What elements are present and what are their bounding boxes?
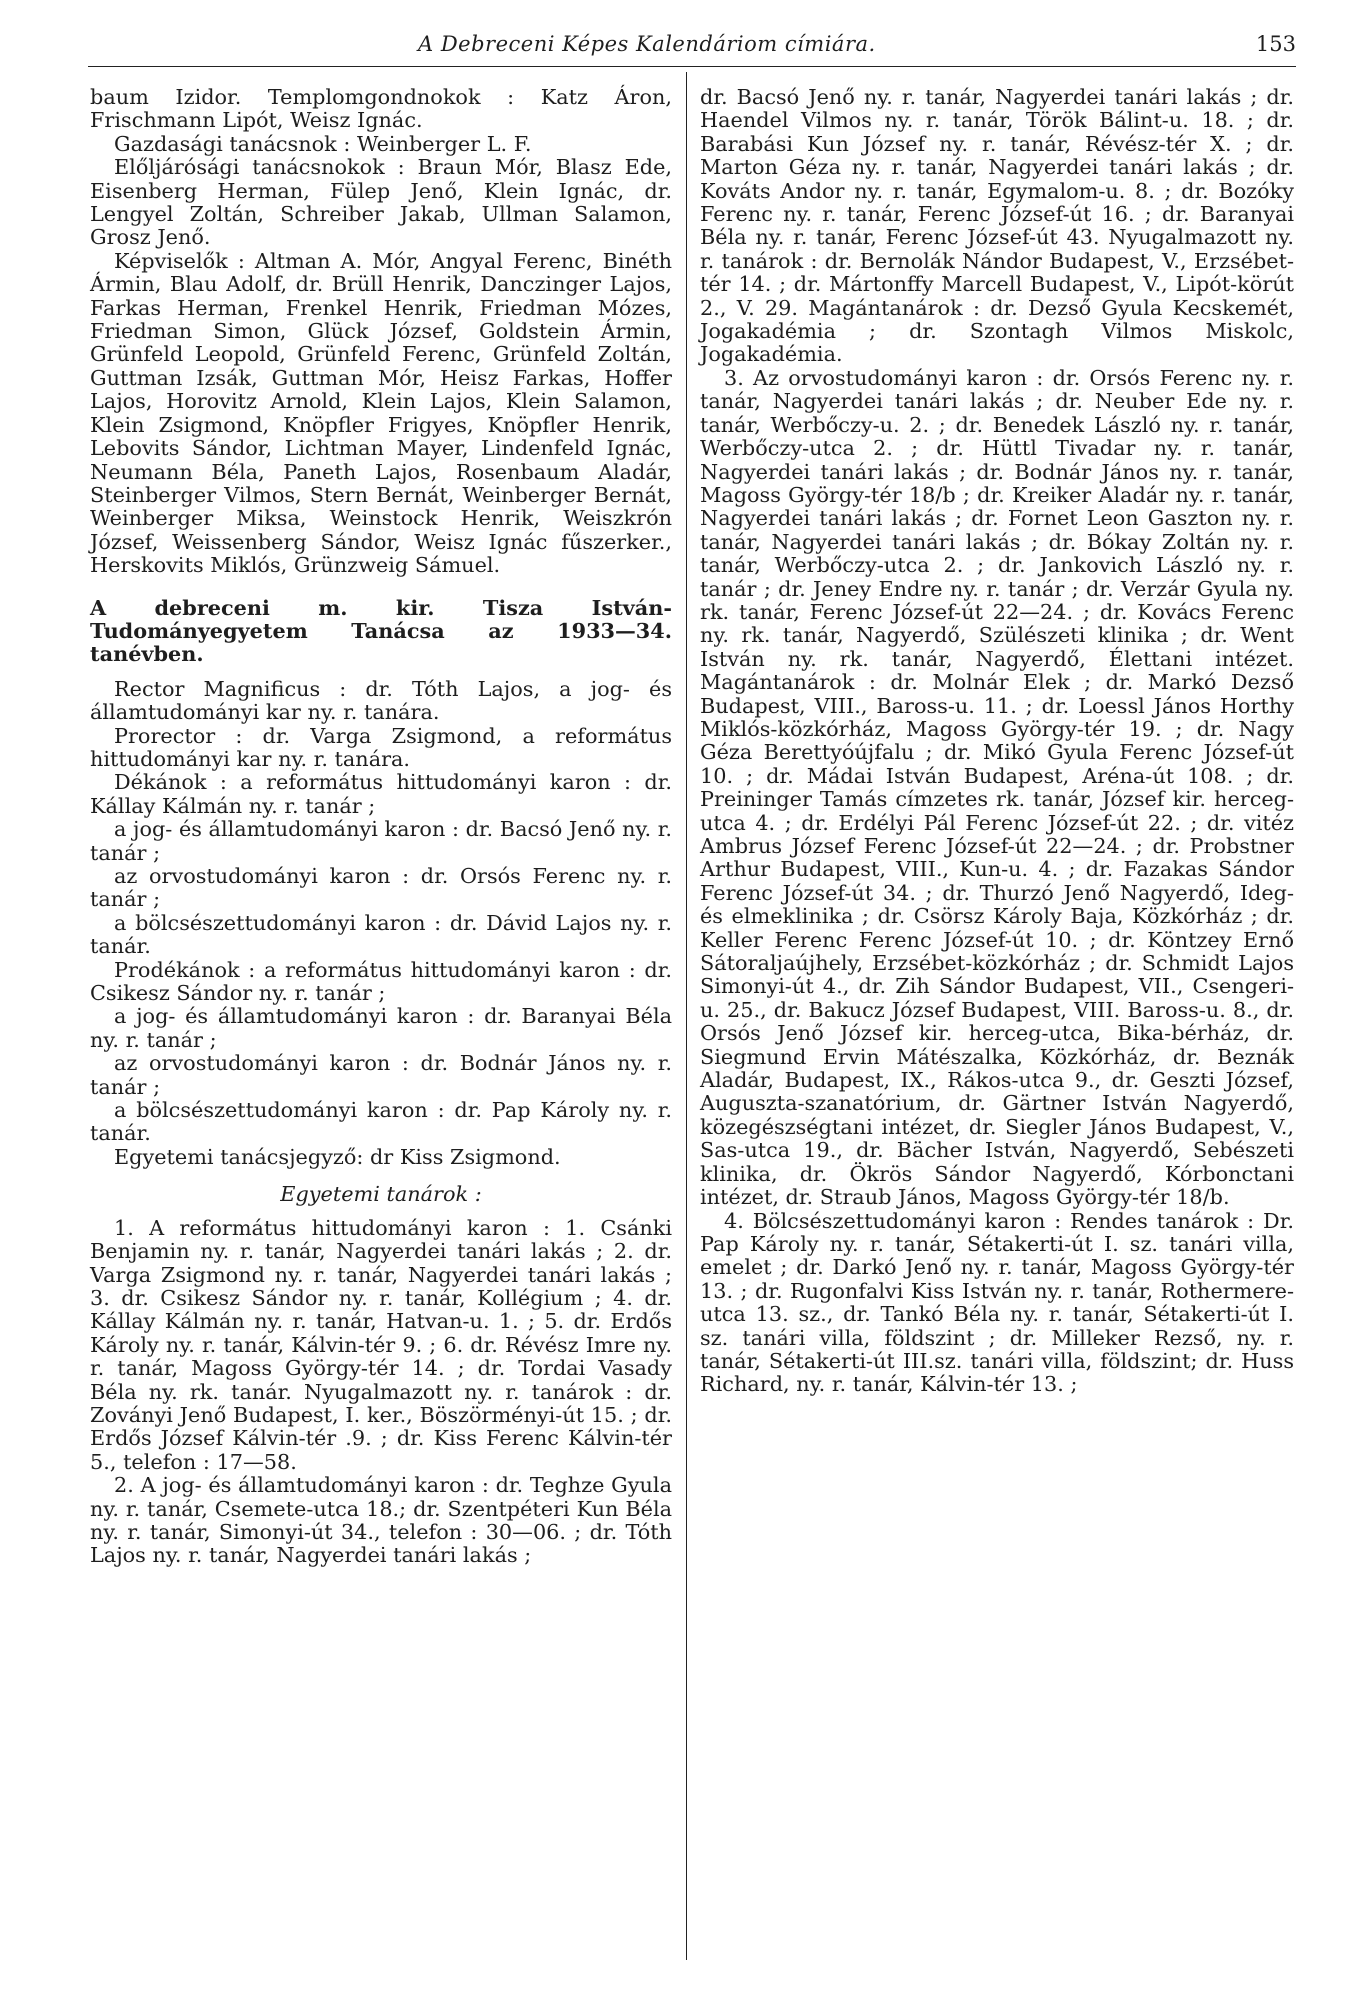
paragraph: dr. Bacsó Jenő ny. r. tanár, Nagyerdei tanári lakás ; dr. Haendel Vilmos ny. r. tanár, Török Bálint-u. 18. ; dr. Barabási Kun József ny. r. tanár, Révész-tér X. ; dr. Marton Géza ny. r. tanár, Nagyerdei tanári lakás ; dr. Kováts Andor ny. r. tanár, Egymalom-u. 8. ; dr. Bozóky Ferenc ny. r. tanár, Ferenc József-út 16. ; dr. Baranyai Béla ny. r. tanár, Ferenc József-út 43. Nyugalmazott ny. r. tanárok : dr. Bernolák Nándor Budapest, V., Erzsébet-tér 14. ; dr. Mártonffy Marcell Budapest, V., Lipót-körút 2., V. 29. Magántanárok : dr. Dezső Gyula Kecskemét, Jogakadémia ; dr. Szontagh Vilmos Miskolc, Jogakadémia. xyxy=(700,85,1294,367)
header-rule xyxy=(88,66,1296,67)
paragraph: Egyetemi tanácsjegyző: dr Kiss Zsigmond. xyxy=(114,1144,561,1169)
paragraph: 4. Bölcsészettudományi karon : Rendes tanárok : Dr. Pap Károly ny. r. tanár, Sétakerti-út I. sz. tanári villa, emelet ; dr. Darkó Jenő ny. r. tanár, Magoss György-tér 13. ; dr. Rugonfalvi Kiss István ny. r. tanár, Rothermere-utca 13. sz., dr. Tankó Béla ny. r. tanár, Sétakerti-út I. sz. tanári villa, földszint ; dr. Milleker Rezső, ny. r. tanár, Sétakerti-út III.sz. tanári villa, földszint; dr. Huss Richard, ny. r. tanár, Kálvin-tér 13. ; xyxy=(700,1208,1294,1397)
page-number: 153 xyxy=(1255,32,1296,56)
paragraph: Prodékánok : a református hittudományi karon : dr. Csikesz Sándor ny. r. tanár ; xyxy=(90,957,672,1006)
subheading: Egyetemi tanárok : xyxy=(280,1182,482,1207)
running-header xyxy=(88,30,1296,66)
right-column xyxy=(700,86,1294,1397)
column-divider xyxy=(686,72,687,1960)
paragraph: Gazdasági tanácsnok : Weinberger L. F. xyxy=(114,131,532,156)
paragraph: Előljárósági tanácsnokok : Braun Mór, Blasz Ede, Eisenberg Herman, Fülep Jenő, Klein Ignác, dr. Lengyel Zoltán, Schreiber Jakab, Ullman Salamon, Grosz Jenő. xyxy=(90,155,672,250)
paragraph: Prorector : dr. Varga Zsigmond, a református hittudományi kar ny. r. tanára. xyxy=(90,723,672,771)
paragraph: Dékánok : a református hittudományi karon : dr. Kállay Kálmán ny. r. tanár ; xyxy=(90,770,672,818)
paragraph: az orvostudományi karon : dr. Bodnár János ny. r. tanár ; xyxy=(90,1051,672,1099)
paragraph: a bölcsészettudományi karon : dr. Dávid Lajos ny. r. tanár. xyxy=(90,910,672,959)
paragraph: a jog- és államtudományi karon : dr. Bacsó Jenő ny. r. tanár ; xyxy=(90,817,672,865)
paragraph: baum Izidor. Templomgondnokok : Katz Áron, Frischmann Lipót, Weisz Ignác. xyxy=(90,85,672,133)
running-title: A Debreceni Képes Kalendáriom címiára. xyxy=(418,32,876,56)
paragraph: a jog- és államtudományi karon : dr. Baranyai Béla ny. r. tanár ; xyxy=(90,1004,672,1052)
paragraph: 2. A jog- és államtudományi karon : dr. Teghze Gyula ny. r. tanár, Csemete-utca 18.; dr. Szentpéteri Kun Béla ny. r. tanár, Simonyi-út 34., telefon : 30—06. ; dr. Tóth Lajos ny. r. tanár, Nagyerdei tanári lakás ; xyxy=(90,1473,672,1568)
left-column xyxy=(90,86,672,1568)
paragraph: 1. A református hittudományi karon : 1. Csánki Benjamin ny. r. tanár, Nagyerdei tanári lakás ; 2. dr. Varga Zsigmond ny. r. tanár, Nagyerdei tanári lakás ; 3. dr. Csikesz Sándor ny. r. tanár, Kollégium ; 4. dr. Kállay Kálmán ny. r. tanár, Hatvan-u. 1. ; 5. dr. Erdős Károly ny. r. tanár, Kálvin-tér 9. ; 6. dr. Révész Imre ny. r. tanár, Magoss György-tér 14. ; dr. Tordai Vasady Béla ny. rk. tanár. Nyugalmazott ny. r. tanárok : dr. Zoványi Jenő Budapest, I. ker., Böszörményi-út 15. ; dr. Erdős József Kálvin-tér .9. ; dr. Kiss Ferenc Kálvin-tér 5., telefon : 17—58. xyxy=(90,1215,672,1474)
paragraph: Képviselők : Altman A. Mór, Angyal Ferenc, Binéth Ármin, Blau Adolf, dr. Brüll Henrik, Danczinger Lajos, Farkas Herman, Frenkel Henrik, Friedman Mózes, Friedman Simon, Glück József, Goldstein Ármin, Grünfeld Leopold, Grünfeld Ferenc, Grünfeld Zoltán, Guttman Izsák, Guttman Mór, Heisz Farkas, Hoffer Lajos, Horovitz Arnold, Klein Lajos, Klein Salamon, Klein Zsigmond, Knöpfler Frigyes, Knöpfler Henrik, Lebovits Sándor, Lichtman Mayer, Lindenfeld Ignác, Neumann Béla, Paneth Lajos, Rosenbaum Aladár, Steinberger Vilmos, Stern Bernát, Weinberger Bernát, Weinberger Miksa, Weinstock Henrik, Weiszkrón József, Weissenberg Sándor, Weisz Ignác fűszerker., Herskovits Miklós, Grünzweig Sámuel. xyxy=(90,248,672,578)
paragraph: 3. Az orvostudományi karon : dr. Orsós Ferenc ny. r. tanár, Nagyerdei tanári lakás ; dr. Neuber Ede ny. r. tanár, Werbőczy-u. 2. ; dr. Benedek László ny. r. tanár, Werbőczy-utca 2. ; dr. Hüttl Tivadar ny. r. tanár, Nagyerdei tanári lakás ; dr. Bodnár János ny. r. tanár, Magoss György-tér 18/b ; dr. Kreiker Aladár ny. r. tanár, Nagyerdei tanári lakás ; dr. Fornet Leon Gaszton ny. r. tanár, Nagyerdei tanári lakás ; dr. Bókay Zoltán ny. r. tanár, Werbőczy-utca 2. ; dr. Jankovich László ny. r. tanár ; dr. Jeney Endre ny. r. tanár ; dr. Verzár Gyula ny. rk. tanár, Ferenc József-út 22—24. ; dr. Kovács Ferenc ny. rk. tanár, Nagyerdő, Szülészeti klinika ; dr. Went István ny. rk. tanár, Nagyerdő, Élettani intézet. Magántanárok : dr. Molnár Elek ; dr. Markó Dezső Budapest, VIII., Baross-u. 11. ; dr. Loessl János Horthy Miklós-közkórház, Magoss György-tér 19. ; dr. Nagy Géza Berettyóújfalu ; dr. Mikó Gyula Ferenc József-út 10. ; dr. Mádai István Budapest, Aréna-út 108. ; dr. Preininger Tamás címzetes rk. tanár, József kir. herceg-utca 4. ; dr. Erdélyi Pál Ferenc József-út 22. ; dr. vitéz Ambrus József Ferenc József-út 22—24. ; dr. Probstner Arthur Budapest, VIII., Kun-u. 4. ; dr. Fazakas Sándor Ferenc József-út 34. ; dr. Thurzó Jenő Nagyerdő, Ideg- és elmeklinika ; dr. Csörsz Károly Baja, Közkórház ; dr. Keller Ferenc Ferenc József-út 10. ; dr. Köntzey Ernő Sátoraljaújhely, Erzsébet-közkórház ; dr. Schmidt Lajos Simonyi-út 4., dr. Zih Sándor Budapest, VII., Csengeri-u. 25., dr. Bakucz József Budapest, VIII. Baross-u. 8., dr. Orsós Jenő József kir. herceg-utca, Bika-bérház, dr. Siegmund Ervin Mátészalka, Közkórház, dr. Beznák Aladár, Budapest, IX., Rákos-utca 9., dr. Geszti József, Auguszta-szanatórium, dr. Gärtner István Nagyerdő, közegészségtani intézet, dr. Siegler János Budapest, V., Sas-utca 19., dr. Bächer István, Nagyerdő, Sebészeti klinika, dr. Ökrös Sándor Nagyerdő, Kórbonctani intézet, dr. Straub János, Magoss György-tér 18/b. xyxy=(700,365,1294,1210)
paragraph: az orvostudományi karon : dr. Orsós Ferenc ny. r. tanár ; xyxy=(90,864,672,912)
paragraph: Rector Magnificus : dr. Tóth Lajos, a jog- és államtudományi kar ny. r. tanára. xyxy=(90,676,672,725)
section-title: A debreceni m. kir. Tisza István-Tudományegyetem Tanácsa az 1933—34. tanévben. xyxy=(90,594,672,667)
paragraph: a bölcsészettudományi karon : dr. Pap Károly ny. r. tanár. xyxy=(90,1098,672,1146)
